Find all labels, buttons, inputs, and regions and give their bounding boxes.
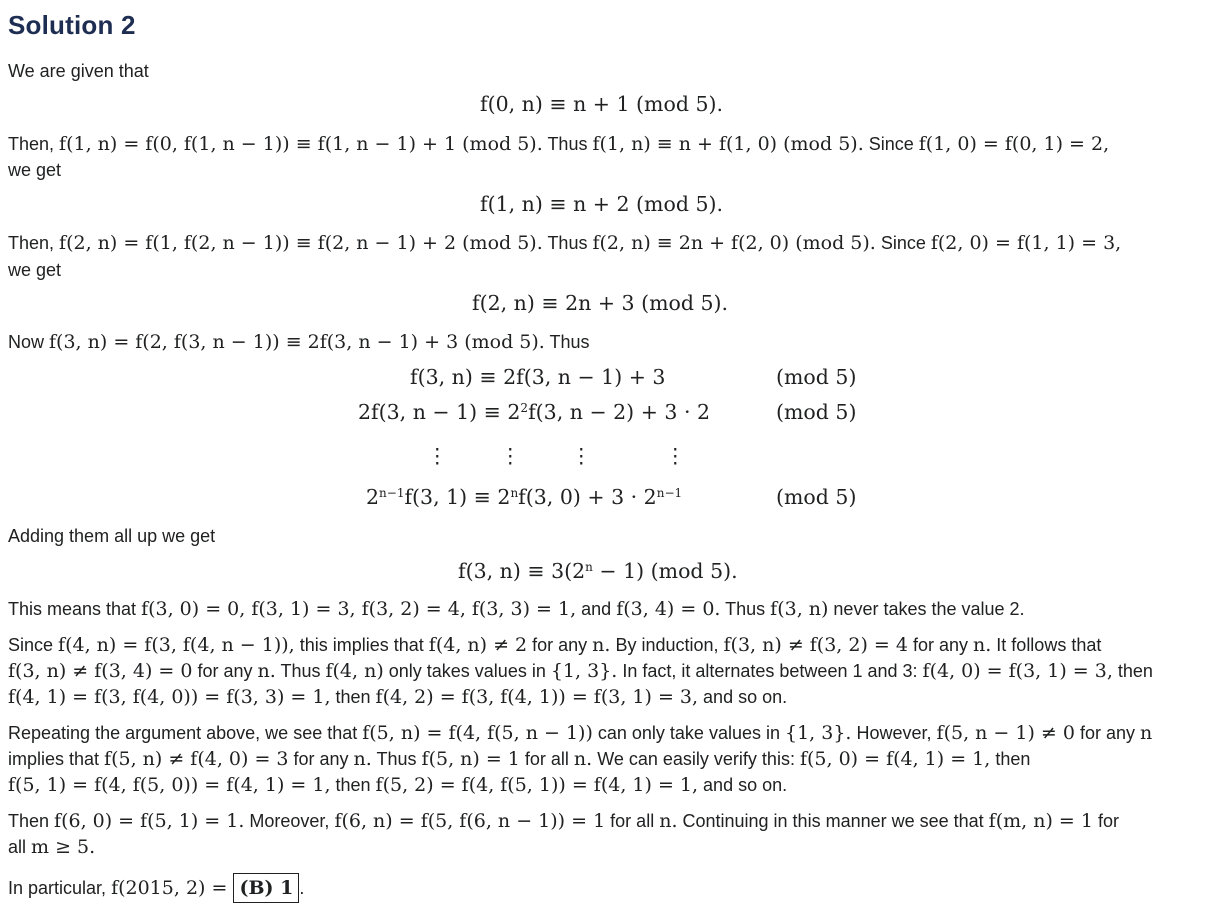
paragraph-conclusion: In particular, f(2015, 2) = (B) 1 .: [8, 873, 304, 903]
vdots-3: ⋮: [571, 444, 592, 468]
equation-f1: f(1, n) ≡ n + 2 (mod 5).: [480, 192, 724, 216]
paragraph-f5-line: Repeating the argument above, we see that f(5, n) = f(4, f(5, n − 1)) can only take values in {1, 3}. However, f(5, n − 1) ≠ 0 for any n: [8, 722, 1153, 744]
section-heading: Solution 2: [8, 10, 136, 40]
aligned-row-2: 2f(3, $n - 1) \equiv 2^2f(3$, n − 2) + 3 · 2: [358, 400, 711, 424]
paragraph-we-get-2: we get: [8, 260, 62, 280]
paragraph-f1-recurrence: Then, f(1, n) = f(0, f(1, n − 1)) ≡ f(1, n − 1) + 1 (mod 5). Thus f(1, n) ≡ n + f(1, 0) (mod 5). Since f(1, 0) = f(0, 1) = 2,: [8, 133, 1110, 155]
vdots-2: ⋮: [500, 444, 521, 468]
paragraph-f3-values: This means that f(3, 0) = 0, f(3, 1) = 3, f(3, 2) = 4, f(3, 3) = 1, and f(3, 4) = 0. Thus f(3, n) never takes the value 2.: [8, 598, 1025, 620]
vdots-4: ⋮: [665, 444, 686, 468]
aligned-row-1: f(3, n) ≡ 2f(3, n − 1) + 3: [410, 365, 666, 389]
equation-f3: f(3, $n) \equiv 3(2^n - 1)$ (mod 5).: [458, 559, 738, 583]
answer-value: (B) 1: [239, 877, 294, 899]
aligned-row-1-mod: (mod 5): [776, 365, 857, 389]
paragraph-given: We are given that: [8, 61, 149, 81]
paragraph-f5-line: implies that f(5, n) ≠ f(4, 0) = 3 for any n. Thus f(5, n) = 1 for all n. We can easily verify this: f(5, 0) = f(4, 1) = 1, then: [8, 748, 1031, 770]
equation-f2: f(2, n) ≡ 2n + 3 (mod 5).: [472, 291, 729, 315]
aligned-row-4-mod: (mod 5): [776, 485, 857, 509]
paragraph-f4-line: f(4, 1) = f(3, f(4, 0)) = f(3, 3) = 1, then f(4, 2) = f(3, f(4, 1)) = f(3, 1) = 3, and so on.: [8, 686, 788, 708]
paragraph-f6-line: all m ≥ 5.: [8, 836, 96, 858]
paragraph-f5-line: f(5, 1) = f(4, f(5, 0)) = f(4, 1) = 1, then f(5, 2) = f(4, f(5, 1)) = f(4, 1) = 1, and so on.: [8, 774, 788, 796]
paragraph-f3-recurrence: Now f(3, n) = f(2, f(3, n − 1)) ≡ 2f(3, n − 1) + 3 (mod 5). Thus: [8, 331, 590, 353]
equation-f0: f(0, n) ≡ n + 1 (mod 5).: [480, 92, 724, 116]
paragraph-we-get-1: we get: [8, 160, 62, 180]
vdots-1: ⋮: [427, 444, 448, 468]
paragraph-f4-line: Since f(4, n) = f(3, f(4, n − 1)), this implies that f(4, n) ≠ 2 for any n. By induction, f(3, n) ≠ f(3, 2) = 4 for any n. It follows that: [8, 634, 1102, 656]
paragraph-f6-line: Then f(6, 0) = f(5, 1) = 1. Moreover, f(6, n) = f(5, f(6, n − 1)) = 1 for all n. Continuing in this manner we see that f(m, n) = 1 for: [8, 810, 1119, 832]
paragraph-f2-recurrence: Then, f(2, n) = f(1, f(2, n − 1)) ≡ f(2, n − 1) + 2 (mod 5). Thus f(2, n) ≡ 2n + f(2, 0) (mod 5). Since f(2, 0) = f(1, 1) = 3,: [8, 232, 1122, 254]
paragraph-adding: Adding them all up we get: [8, 526, 216, 546]
aligned-row-4: $2^{n-1}f(3$, $1) \equiv 2^nf(3$, $0) + 3 \cdot 2^{n-1}$: [366, 485, 683, 509]
aligned-row-2-mod: (mod 5): [776, 400, 857, 424]
paragraph-f4-line: f(3, n) ≠ f(3, 4) = 0 for any n. Thus f(4, n) only takes values in {1, 3}. In fact, it alternates between 1 and 3: f(4, 0) = f(3, 1) = 3, then: [8, 660, 1153, 682]
answer-box: [233, 873, 299, 903]
